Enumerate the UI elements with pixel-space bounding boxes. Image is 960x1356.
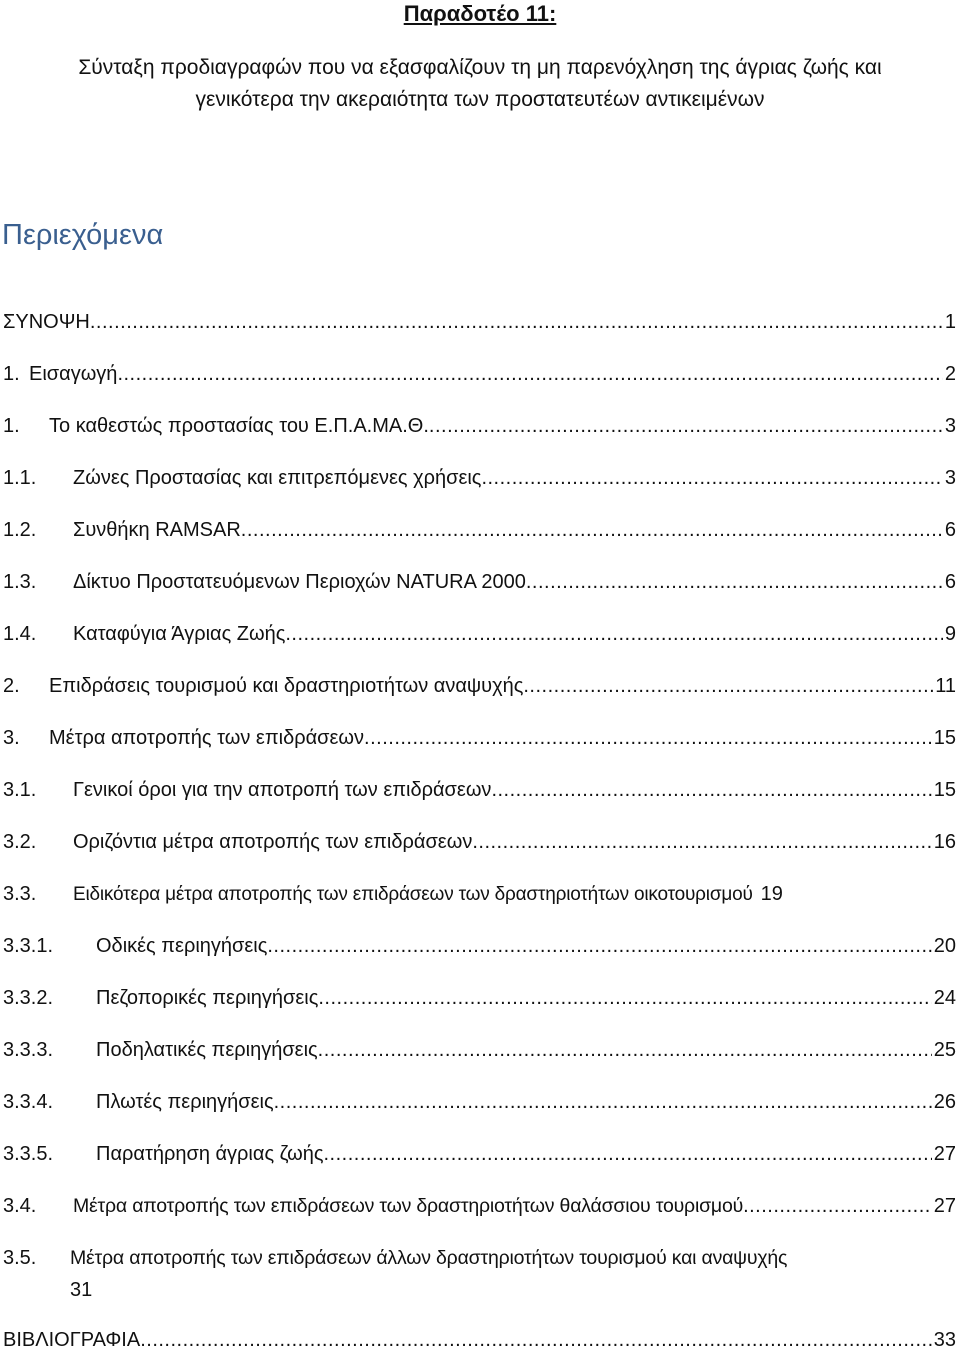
- toc-entry-number: 2.: [3, 675, 20, 697]
- toc-entry-title: ΣΥΝΟΨΗ: [3, 311, 90, 333]
- toc-entry-page: 15: [933, 727, 956, 749]
- toc-entry-page: 16: [933, 831, 956, 853]
- toc-entry-page: 3: [944, 467, 956, 489]
- toc-entry-prevention-measures[interactable]: [3, 722, 956, 754]
- toc-entry-title: Ειδικότερα μέτρα αποτροπής των επιδράσεων των δραστηριοτήτων οικοτουρισμού: [73, 884, 753, 905]
- toc-entry-title: Οριζόντια μέτρα αποτροπής των επιδράσεων: [73, 831, 473, 853]
- toc-entry-horizontal-measures[interactable]: [3, 826, 956, 858]
- toc-entry-protection-status[interactable]: [3, 410, 956, 442]
- toc-entry-protection-zones[interactable]: [3, 462, 956, 494]
- toc-entry-title: Δίκτυο Προστατευόμενων Περιοχών NATURA 2000: [73, 571, 526, 593]
- toc-entry-number: 1.: [3, 363, 20, 385]
- toc-entry-boat-tours[interactable]: [3, 1086, 956, 1118]
- toc-leader-dots: [90, 306, 943, 338]
- toc-entry-summary[interactable]: [3, 306, 956, 338]
- toc-entry-number: 3.4.: [3, 1195, 37, 1217]
- toc-leader-dots: [429, 410, 943, 442]
- toc-entry-number: 3.3.3.: [3, 1039, 54, 1061]
- toc-entry-number: 3.3.5.: [3, 1143, 54, 1165]
- toc-entry-page: 6: [944, 571, 956, 593]
- toc-entry-number: 3.2.: [3, 831, 37, 853]
- toc-entry-tourism-impacts[interactable]: [3, 670, 956, 702]
- toc-entry-title: Εισαγωγή: [29, 363, 118, 385]
- toc-entry-road-tours[interactable]: [3, 930, 956, 962]
- toc-entry-number: 3.3.1.: [3, 935, 54, 957]
- subtitle-line-2: γενικότερα την ακεραιότητα των προστατευτέων αντικειμένων: [195, 88, 765, 111]
- toc-entry-wildlife-refuges[interactable]: [3, 618, 956, 650]
- toc-entry-page: 15: [933, 779, 956, 801]
- document-subtitle: [0, 52, 960, 116]
- toc-entry-number: 1.3.: [3, 571, 37, 593]
- toc-entry-page: 24: [933, 987, 956, 1009]
- toc-leader-dots: [117, 358, 942, 390]
- toc-entry-bibliography[interactable]: [3, 1324, 956, 1356]
- toc-entry-title: Καταφύγια Άγριας Ζωής: [73, 623, 286, 645]
- toc-entry-title: Γενικοί όροι για την αποτροπή των επιδράσεων: [73, 779, 492, 801]
- toc-entry-number: 3.3.4.: [3, 1091, 54, 1113]
- toc-entry-title: Μέτρα αποτροπής των επιδράσεων άλλων δραστηριοτήτων τουρισμού και αναψυχής: [70, 1247, 788, 1269]
- toc-entry-hiking-tours[interactable]: [3, 982, 956, 1014]
- toc-leader-dots: [318, 982, 931, 1014]
- toc-entry-page: 25: [933, 1039, 956, 1061]
- toc-entry-ecotourism-measures[interactable]: [3, 878, 956, 910]
- toc-entry-number: 3.: [3, 727, 20, 749]
- toc-entry-wildlife-watching[interactable]: [3, 1138, 956, 1170]
- toc-entry-page: 11: [935, 675, 956, 697]
- toc-leader-dots: [274, 1086, 932, 1118]
- subtitle-line-1: Σύνταξη προδιαγραφών που να εξασφαλίζουν τη μη παρενόχληση της άγριας ζωής και: [78, 56, 882, 79]
- toc-leader-dots: [324, 1138, 932, 1170]
- toc-entry-title: Οδικές περιηγήσεις: [96, 935, 268, 957]
- toc-entry-number: 3.3.: [3, 883, 37, 905]
- toc-leader-dots: [743, 1190, 932, 1222]
- toc-leader-dots: [364, 722, 932, 754]
- toc-entry-ramsar[interactable]: [3, 514, 956, 546]
- toc-entry-page: 26: [933, 1091, 956, 1113]
- toc-entry-page: 33: [933, 1329, 956, 1351]
- toc-leader-dots: [318, 1034, 932, 1066]
- toc-entry-title: Συνθήκη RAMSAR: [73, 519, 241, 541]
- toc-entry-page: 20: [933, 935, 956, 957]
- toc-entry-title: Το καθεστώς προστασίας του Ε.Π.Α.ΜΑ.Θ.: [49, 415, 429, 437]
- toc-leader-dots: [526, 566, 943, 598]
- toc-entry-page: 19: [760, 883, 783, 905]
- toc-entry-title: Πλωτές περιηγήσεις: [96, 1091, 274, 1113]
- toc-leader-dots: [241, 514, 943, 546]
- deliverable-label: Παραδοτέο 11:: [403, 1, 557, 26]
- toc-entry-page: 6: [944, 519, 956, 541]
- toc-entry-marine-tourism[interactable]: [3, 1190, 956, 1222]
- toc-entry-title: Μέτρα αποτροπής των επιδράσεων των δραστηριοτήτων θαλάσσιου τουρισμού: [73, 1195, 744, 1217]
- toc-entry-page: 27: [933, 1143, 956, 1165]
- toc-entry-title: Ζώνες Προστασίας και επιτρεπόμενες χρήσεις: [73, 467, 482, 489]
- toc-entry-title: Παρατήρηση άγριας ζωής: [96, 1143, 324, 1165]
- toc-entry-number: 1.1.: [3, 467, 37, 489]
- toc-leader-dots: [472, 826, 931, 858]
- toc-entry-page: 1: [944, 311, 956, 333]
- toc-leader-dots: [481, 462, 942, 494]
- toc-leader-dots: [140, 1324, 932, 1356]
- toc-entry-title: ΒΙΒΛΙΟΓΡΑΦΙΑ: [3, 1329, 141, 1351]
- toc-entry-title: Πεζοπορικές περιηγήσεις: [96, 987, 319, 1009]
- toc-entry-cycling-tours[interactable]: [3, 1034, 956, 1066]
- toc-heading: Περιεχόμενα: [2, 219, 164, 251]
- toc-entry-title: Ποδηλατικές περιηγήσεις: [96, 1039, 318, 1061]
- toc-entry-number: 3.1.: [3, 779, 37, 801]
- toc-entry-number: 3.5.: [3, 1247, 37, 1269]
- toc-entry-natura-2000[interactable]: [3, 566, 956, 598]
- toc-entry-other-tourism[interactable]: [3, 1242, 956, 1306]
- toc-leader-dots: [491, 774, 931, 806]
- toc-leader-dots: [267, 930, 931, 962]
- toc-entry-number: 1.: [3, 415, 20, 437]
- toc-leader-dots: [285, 618, 943, 650]
- toc-leader-dots: [523, 670, 933, 702]
- toc-entry-introduction[interactable]: [3, 358, 956, 390]
- toc-entry-number: 1.4.: [3, 623, 37, 645]
- toc-entry-page: 27: [933, 1195, 956, 1217]
- toc-entry-general-terms[interactable]: [3, 774, 956, 806]
- toc-entry-title: Μέτρα αποτροπής των επιδράσεων: [49, 727, 365, 749]
- toc-entry-page: 2: [944, 363, 956, 385]
- toc-entry-page: 3: [944, 415, 956, 437]
- toc-entry-number: 1.2.: [3, 519, 37, 541]
- toc-entry-page: 31: [70, 1279, 93, 1301]
- toc-entry-title: Επιδράσεις τουρισμού και δραστηριοτήτων αναψυχής: [49, 675, 524, 697]
- toc-entry-page: 9: [944, 623, 956, 645]
- toc-entry-number: 3.3.2.: [3, 987, 54, 1009]
